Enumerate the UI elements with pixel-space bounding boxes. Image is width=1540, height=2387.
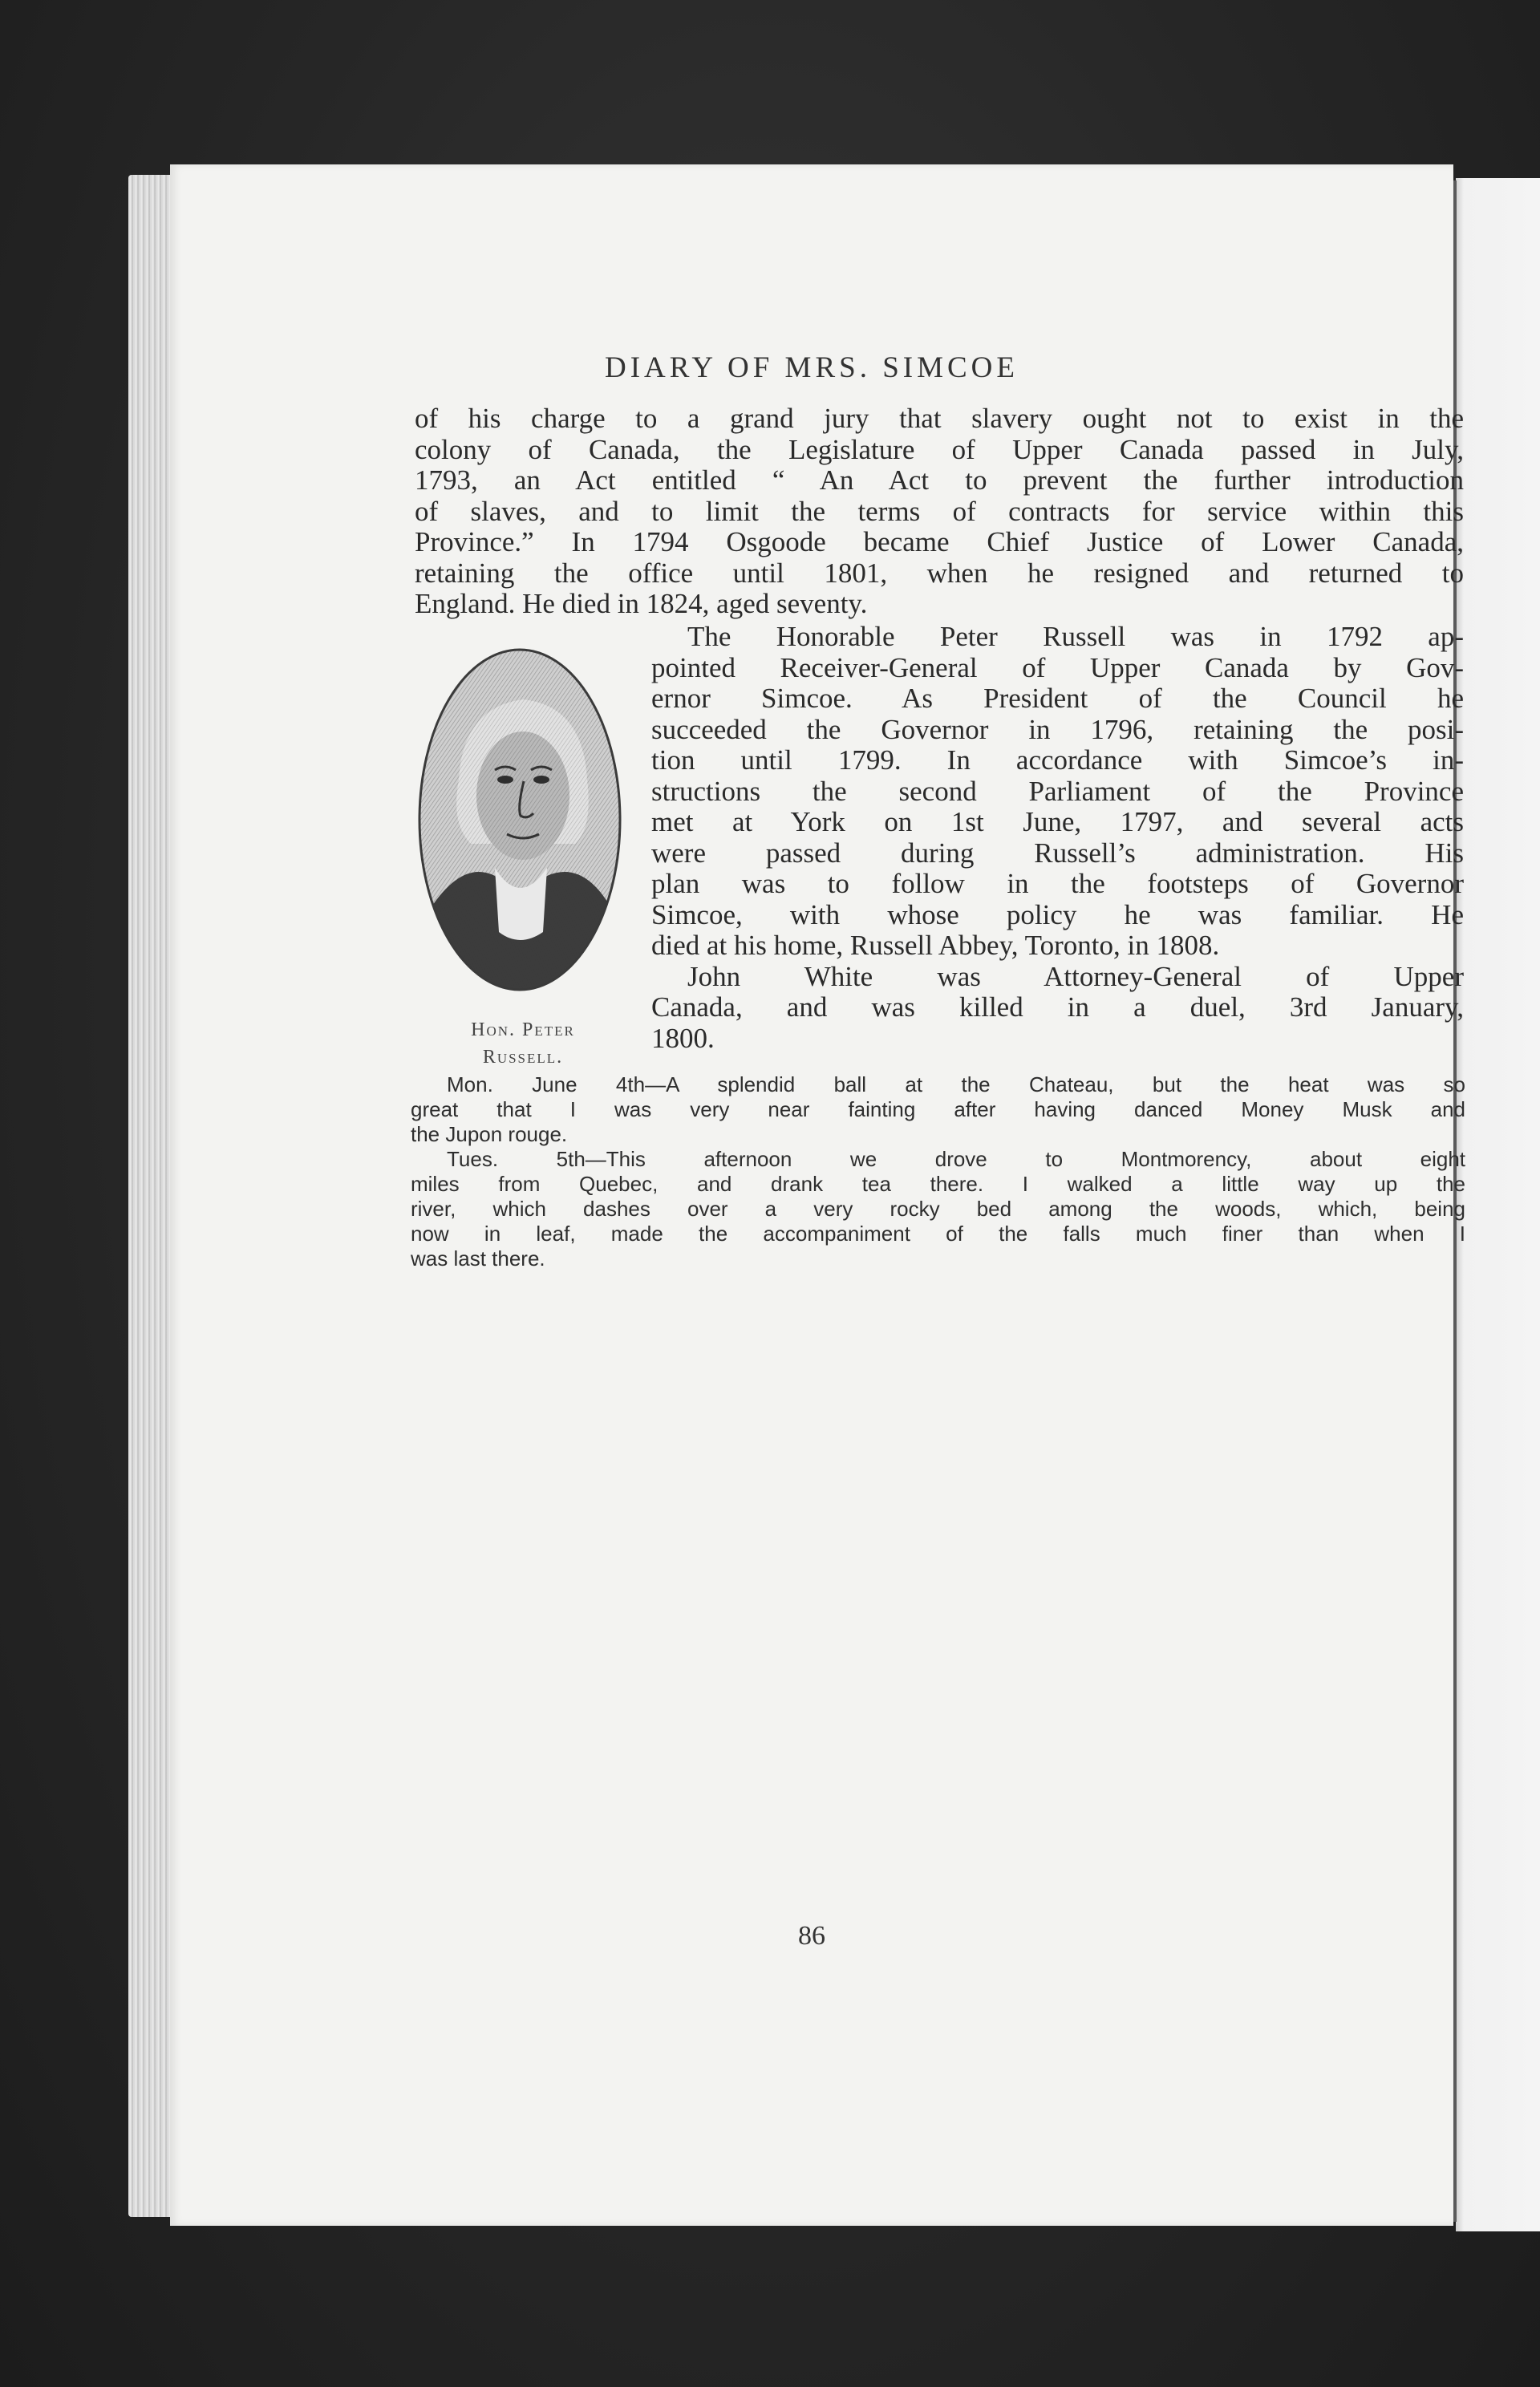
intro-paragraph: [415, 403, 1464, 620]
text-line: The Honorable Peter Russell was in 1792 ap-: [687, 621, 1464, 652]
text-line: now in leaf, made the accompaniment of the falls much finer than when I: [411, 1222, 1465, 1246]
diary-entry: [411, 1147, 1465, 1271]
text-line: colony of Canada, the Legislature of Upper Canada passed in July,: [415, 433, 1464, 465]
engraved-portrait-icon: [415, 643, 625, 996]
text-line: ernor Simcoe. As President of the Council he: [651, 683, 1464, 714]
portrait-caption: [415, 1016, 631, 1071]
diary-entries: [411, 1072, 1465, 1271]
running-title: DIARY OF MRS. SIMCOE: [605, 351, 1019, 384]
text-line: the Jupon rouge.: [411, 1122, 568, 1146]
text-line: Mon. June 4th—A splendid ball at the Chateau, but the heat was so: [447, 1072, 1465, 1096]
text-line: Tues. 5th—This afternoon we drove to Montmorency, about eight: [447, 1147, 1465, 1171]
facing-page: [1456, 178, 1540, 2231]
white-paragraph: [651, 962, 1464, 1055]
text-line: succeeded the Governor in 1796, retaining the posi-: [651, 713, 1464, 745]
russell-paragraph: [651, 622, 1464, 962]
text-line: river, which dashes over a very rocky bed among the woods, which, being: [411, 1197, 1465, 1221]
text-line: of slaves, and to limit the terms of contracts for service within this: [415, 495, 1464, 527]
text-line: Simcoe, with whose policy he was familiar. He: [651, 898, 1464, 930]
text-line: were passed during Russell’s administration. His: [651, 837, 1464, 869]
text-line: retaining the office until 1801, when he resigned and returned to: [415, 557, 1464, 589]
text-line: of his charge to a grand jury that slavery ought not to exist in the: [415, 403, 1464, 434]
text-line: miles from Quebec, and drank tea there. I walked a little way up the: [411, 1172, 1465, 1196]
text-line: was last there.: [411, 1246, 545, 1270]
book-page-edges: [128, 175, 176, 2217]
text-line: 1793, an Act entitled “ An Act to prevent the further introduction: [415, 464, 1464, 496]
caption-line: Hon. Peter: [471, 1019, 575, 1040]
text-line: tion until 1799. In accordance with Simcoe’s in-: [651, 744, 1464, 776]
text-line: 1800.: [651, 1022, 715, 1054]
text-line: pointed Receiver-General of Upper Canada by Gov-: [651, 651, 1464, 683]
text-line: plan was to follow in the footsteps of Governor: [651, 868, 1464, 899]
text-line: John White was Attorney-General of Upper: [687, 960, 1464, 992]
page-number: 86: [798, 1921, 825, 1951]
text-line: structions the second Parliament of the Province: [651, 775, 1464, 807]
russell-and-white-paragraphs: [651, 622, 1464, 1054]
text-line: England. He died in 1824, aged seventy.: [415, 588, 868, 619]
text-line: Canada, and was killed in a duel, 3rd January,: [651, 991, 1464, 1023]
text-line: great that I was very near fainting after having danced Money Musk and: [411, 1097, 1465, 1121]
caption-line: Russell.: [482, 1047, 564, 1068]
text-line: Province.” In 1794 Osgoode became Chief Justice of Lower Canada,: [415, 526, 1464, 557]
book-page: [170, 164, 1465, 2226]
text-line: died at his home, Russell Abbey, Toronto, in 1808.: [651, 930, 1220, 961]
text-line: met at York on 1st June, 1797, and several acts: [651, 806, 1464, 837]
diary-entry: [411, 1072, 1465, 1147]
